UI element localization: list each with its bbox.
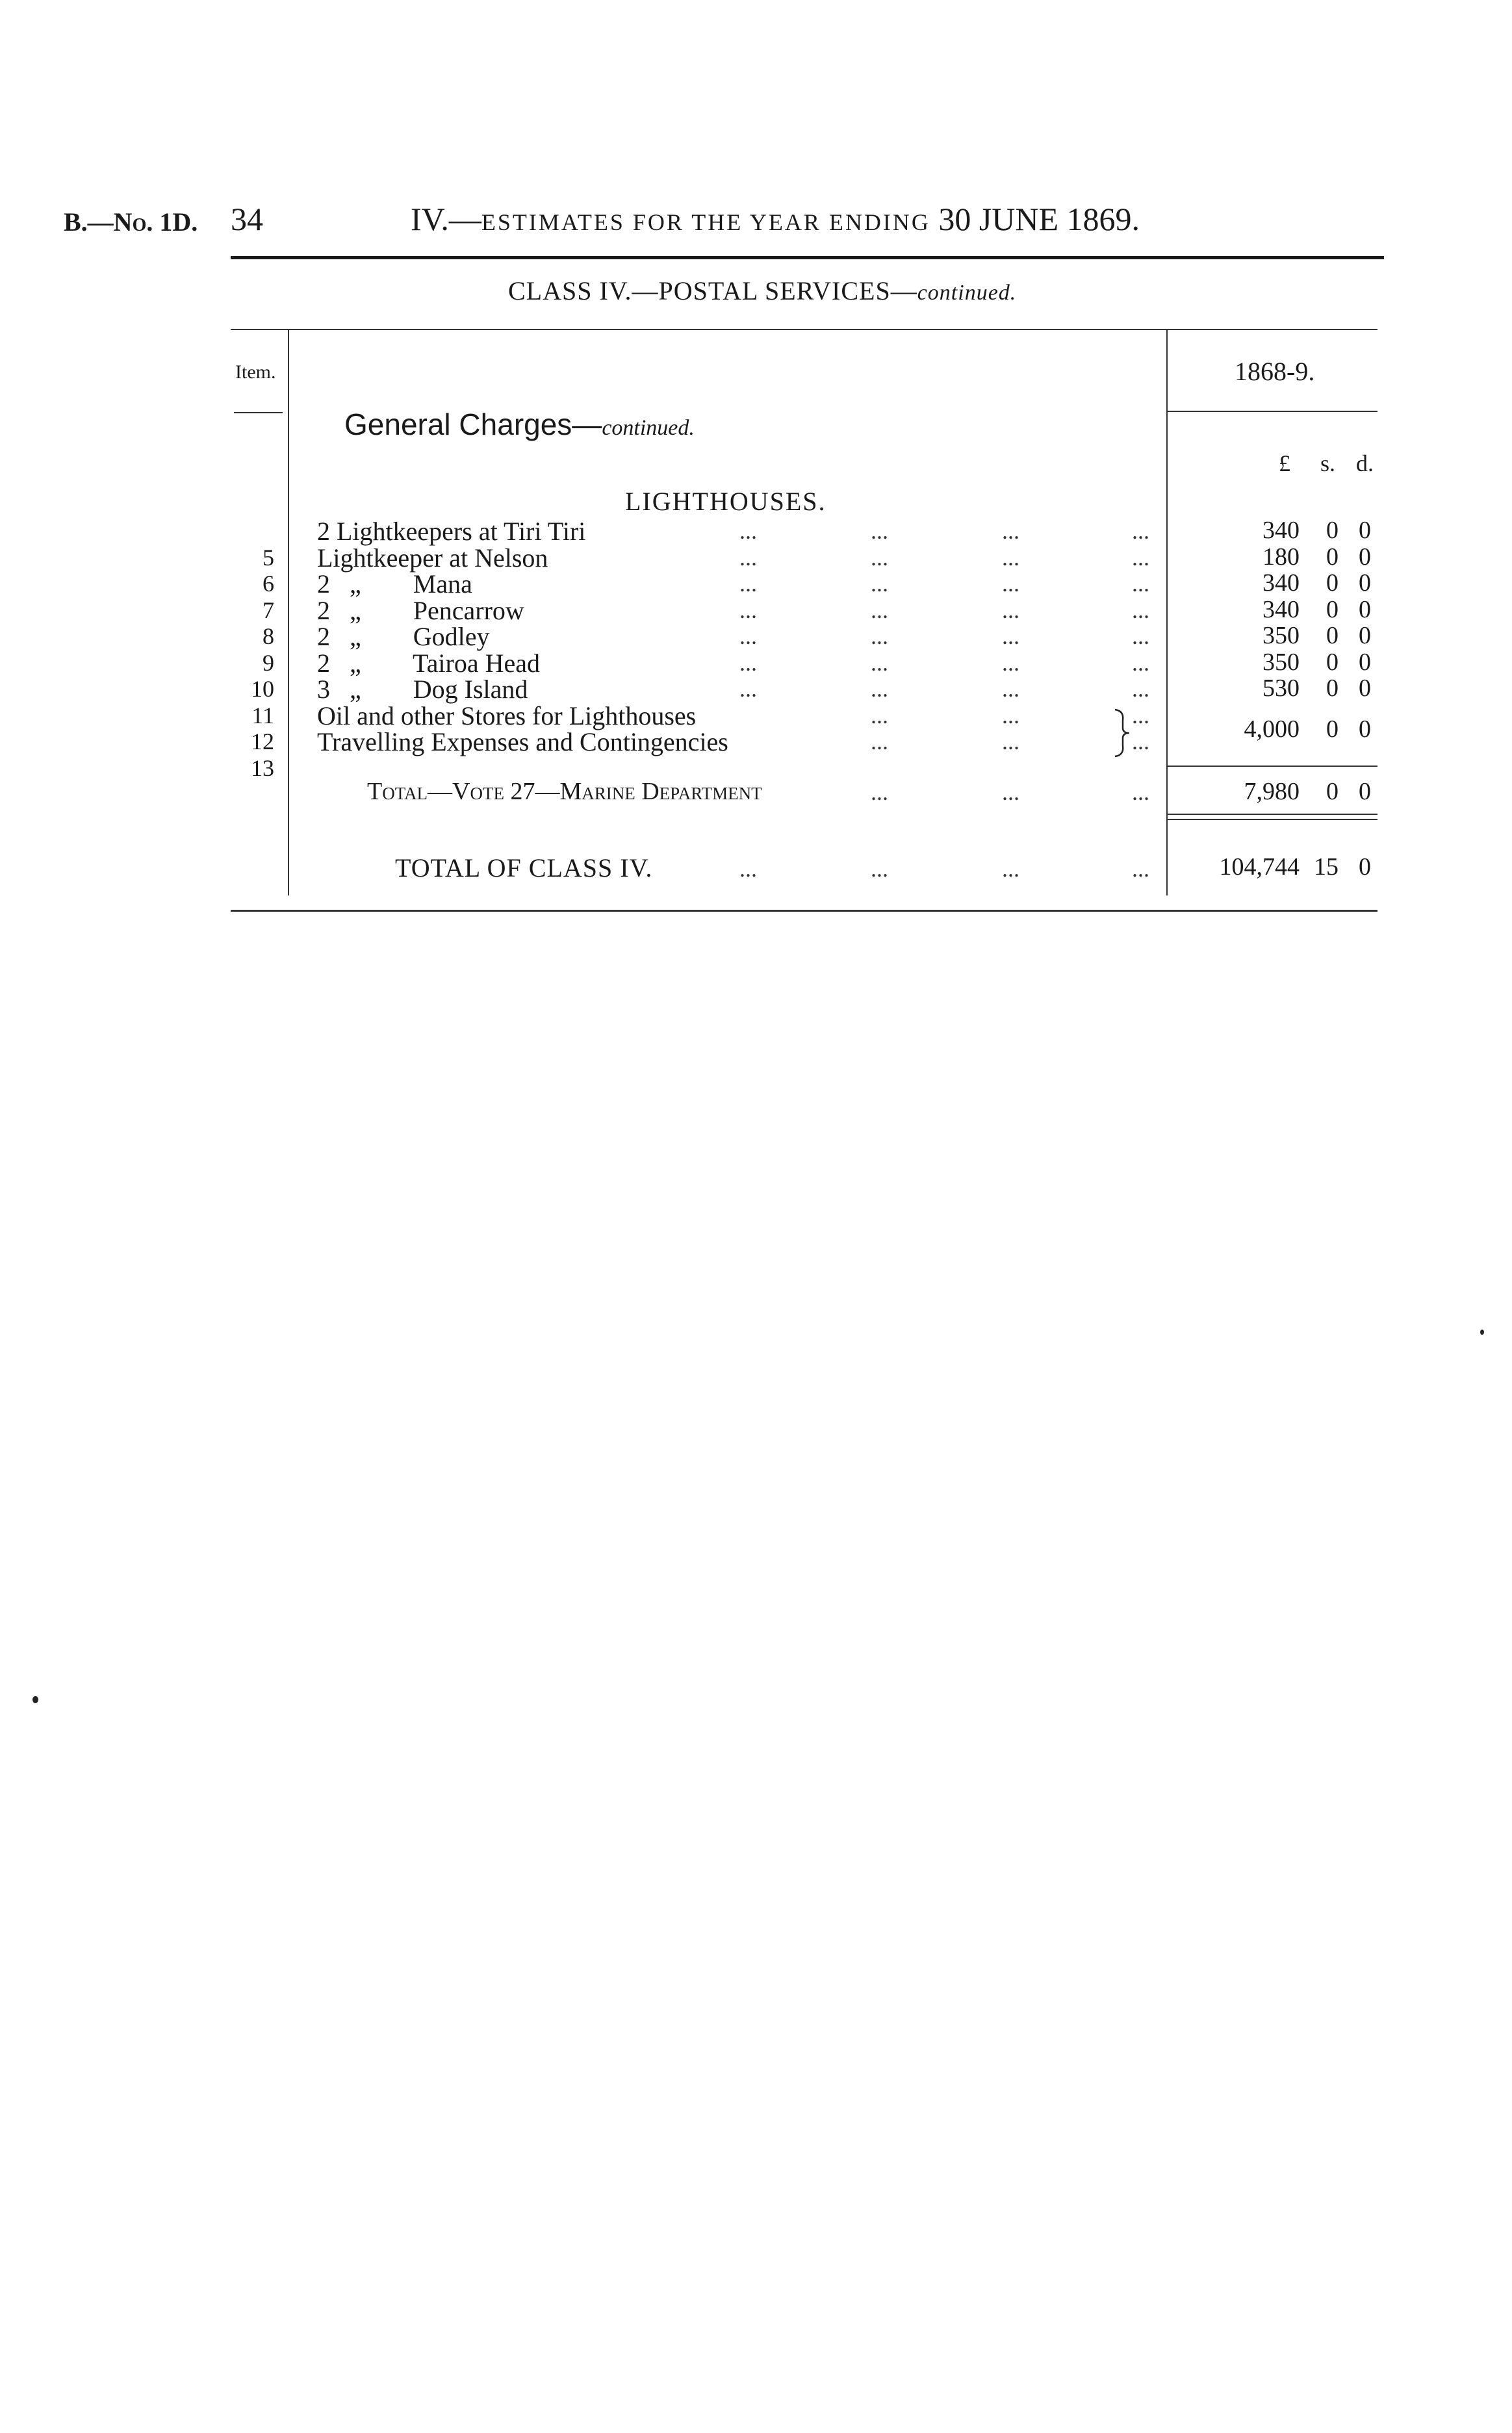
amount-pence: 0 xyxy=(1359,569,1371,597)
bracket-brace xyxy=(1110,707,1136,759)
amount-shillings: 0 xyxy=(1326,569,1339,597)
dot-leader: ... xyxy=(1002,676,1019,702)
amount-pounds: 350 xyxy=(1262,649,1300,676)
amount-pence: 0 xyxy=(1359,543,1371,571)
dot-leader: ... xyxy=(739,571,757,597)
dot-leader: ... xyxy=(1002,728,1019,754)
item-number: 13 xyxy=(251,755,274,781)
dot-leader: ... xyxy=(1002,571,1019,597)
total-vote-leader: ... xyxy=(1002,779,1019,805)
bracket-amount-pounds: 4,000 xyxy=(1244,715,1300,743)
total-vote-label xyxy=(367,777,762,806)
item-description: Lightkeeper at Nelson xyxy=(317,543,548,573)
amount-pence: 0 xyxy=(1359,517,1371,544)
total-vote-rule-2 xyxy=(1168,819,1377,820)
dot-leader: ... xyxy=(871,650,888,676)
item-description: 2 Lightkeepers at Tiri Tiri xyxy=(317,517,586,546)
dot-leader: ... xyxy=(1132,518,1149,544)
item-description: 3 „ Dog Island xyxy=(317,675,528,704)
class-heading-italic: continued. xyxy=(917,281,1017,305)
amount-shillings: 0 xyxy=(1326,622,1339,649)
total-vote-leader: ... xyxy=(871,779,888,805)
dot-leader: ... xyxy=(739,545,757,571)
dot-leader: ... xyxy=(1132,545,1149,571)
amount-shillings: 0 xyxy=(1326,649,1339,676)
amount-pounds: 340 xyxy=(1262,596,1300,623)
item-column-divider xyxy=(288,329,289,895)
amount-shillings: 0 xyxy=(1326,543,1339,571)
amount-pounds: 340 xyxy=(1262,517,1300,544)
amount-shillings: 0 xyxy=(1326,675,1339,702)
scan-speck xyxy=(1480,1330,1484,1335)
total-class-label: TOTAL OF CLASS IV. xyxy=(395,853,653,882)
class-heading-text: CLASS IV.—POSTAL SERVICES— xyxy=(508,276,917,305)
total-class-shillings: 15 xyxy=(1314,853,1339,881)
pounds-header: £ xyxy=(1279,450,1290,476)
amount-pounds: 340 xyxy=(1262,569,1300,597)
running-head-caps: ESTIMATES FOR THE YEAR ENDING xyxy=(481,209,930,235)
item-description: 2 „ Tairoa Head xyxy=(317,649,541,678)
dot-leader: ... xyxy=(871,518,888,544)
dot-leader: ... xyxy=(739,597,757,623)
item-column-header: Item. xyxy=(235,361,276,383)
item-header-underline xyxy=(234,412,283,413)
dot-leader: ... xyxy=(871,702,888,728)
running-head-date: 30 JUNE 1869. xyxy=(938,201,1140,237)
total-vote-leader: ... xyxy=(1132,779,1149,805)
item-number: 5 xyxy=(263,545,274,571)
dot-leader: ... xyxy=(871,571,888,597)
total-class-leader: ... xyxy=(739,856,757,882)
amount-pence: 0 xyxy=(1359,622,1371,649)
amount-pounds: 530 xyxy=(1262,675,1300,702)
dot-leader: ... xyxy=(871,597,888,623)
amount-pounds: 180 xyxy=(1262,543,1300,571)
item-number: 6 xyxy=(263,571,274,597)
dot-leader: ... xyxy=(739,650,757,676)
table-top-rule xyxy=(231,329,1377,330)
dot-leader: ... xyxy=(1132,676,1149,702)
amount-shillings: 0 xyxy=(1326,517,1339,544)
table-bottom-rule xyxy=(231,910,1377,912)
dot-leader: ... xyxy=(739,518,757,544)
item-description: Oil and other Stores for Lighthouses xyxy=(317,701,697,730)
running-head-numeral: IV.— xyxy=(411,201,481,237)
dot-leader: ... xyxy=(1002,597,1019,623)
subsection-title: LIGHTHOUSES. xyxy=(625,487,826,516)
amount-shillings: 0 xyxy=(1326,596,1339,623)
bracket-amount-pence: 0 xyxy=(1359,715,1371,743)
dot-leader: ... xyxy=(871,676,888,702)
dot-leader: ... xyxy=(1132,623,1149,649)
amount-column-divider xyxy=(1166,329,1168,895)
amount-pounds: 350 xyxy=(1262,622,1300,649)
pence-header: d. xyxy=(1356,450,1374,476)
dot-leader: ... xyxy=(1002,623,1019,649)
section-title-italic: continued. xyxy=(602,416,695,440)
total-class-pounds: 104,744 xyxy=(1219,853,1300,881)
item-description: 2 „ Mana xyxy=(317,569,472,599)
year-header-underline xyxy=(1168,411,1377,412)
total-class-leader: ... xyxy=(1002,856,1019,882)
dot-leader: ... xyxy=(871,623,888,649)
header-rule xyxy=(231,256,1384,259)
total-class-pence: 0 xyxy=(1359,853,1371,881)
dot-leader: ... xyxy=(1002,650,1019,676)
total-class-leader: ... xyxy=(871,856,888,882)
amount-pence: 0 xyxy=(1359,675,1371,702)
year-column-header: 1868-9. xyxy=(1235,357,1315,386)
dot-leader: ... xyxy=(1132,597,1149,623)
page-number: 34 xyxy=(231,201,263,237)
dot-leader: ... xyxy=(1132,728,1149,754)
item-number: 7 xyxy=(263,597,274,623)
item-number: 10 xyxy=(251,676,274,702)
total-vote-shillings: 0 xyxy=(1326,778,1339,805)
item-number: 8 xyxy=(263,623,274,649)
dot-leader: ... xyxy=(739,676,757,702)
total-class-leader: ... xyxy=(1132,856,1149,882)
dot-leader: ... xyxy=(871,728,888,754)
item-number: 11 xyxy=(251,702,274,728)
item-number: 12 xyxy=(251,728,274,754)
total-vote-rule-1 xyxy=(1168,814,1377,815)
dot-leader: ... xyxy=(1002,702,1019,728)
amount-pence: 0 xyxy=(1359,649,1371,676)
dot-leader: ... xyxy=(1132,650,1149,676)
item-number: 9 xyxy=(263,650,274,676)
total-vote-text: Total—Vote 27—Marine Department xyxy=(367,778,762,805)
item-description: 2 „ Godley xyxy=(317,622,490,651)
section-title xyxy=(344,407,695,442)
amount-pence: 0 xyxy=(1359,596,1371,623)
document-reference: B.—No. 1D. xyxy=(64,207,198,237)
subtotal-rule xyxy=(1168,766,1377,767)
dot-leader: ... xyxy=(1132,702,1149,728)
item-description: Travelling Expenses and Contingencies xyxy=(317,727,728,756)
shillings-header: s. xyxy=(1320,450,1336,476)
dot-leader: ... xyxy=(739,623,757,649)
total-vote-pence: 0 xyxy=(1359,778,1371,805)
section-title-text: General Charges— xyxy=(344,407,602,441)
dot-leader: ... xyxy=(1132,571,1149,597)
total-vote-pounds: 7,980 xyxy=(1244,778,1300,805)
running-head xyxy=(411,200,1140,238)
item-description: 2 „ Pencarrow xyxy=(317,596,524,625)
bracket-amount-shillings: 0 xyxy=(1326,715,1339,743)
dot-leader: ... xyxy=(1002,518,1019,544)
class-heading xyxy=(508,276,1016,306)
dot-leader: ... xyxy=(871,545,888,571)
scan-speck xyxy=(32,1696,38,1703)
dot-leader: ... xyxy=(1002,545,1019,571)
